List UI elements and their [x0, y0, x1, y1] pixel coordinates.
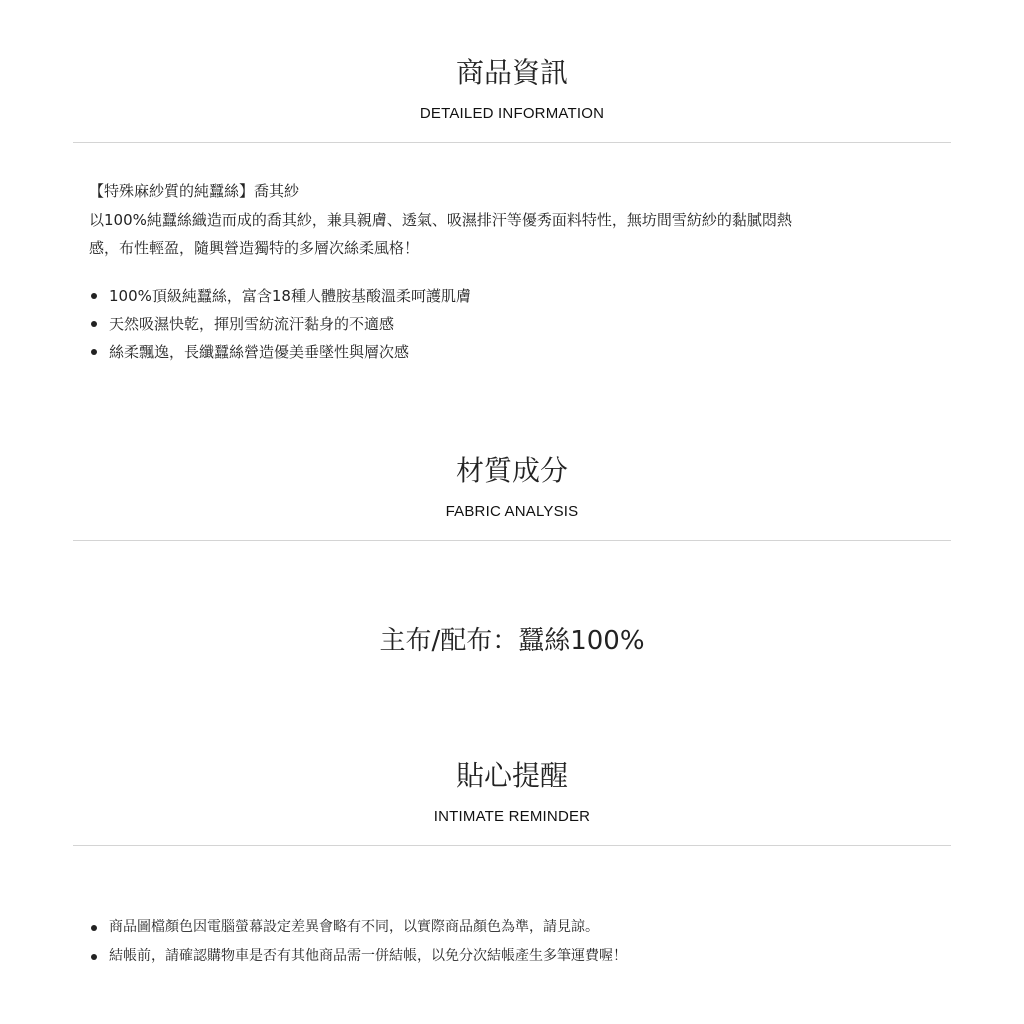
- list-item: 100%頂級純蠶絲，富含18種人體胺基酸溫柔呵護肌膚: [89, 282, 471, 310]
- fabric-analysis-title: 材質成分: [455, 454, 568, 487]
- list-item: 絲柔飄逸，長纖蠶絲營造優美垂墜性與層次感: [89, 338, 471, 366]
- product-info-title: 商品資訊: [455, 56, 568, 89]
- reminder-title: 貼心提醒: [455, 759, 568, 792]
- divider: [73, 142, 951, 143]
- fabric-composition: 主布/配布：蠶絲100%: [379, 626, 645, 656]
- list-item: 商品圖檔顏色因電腦螢幕設定差異會略有不同，以實際商品顏色為準，請見諒。: [89, 913, 627, 942]
- fabric-analysis-header: [73, 453, 951, 521]
- reminder-subtitle: INTIMATE REMINDER: [433, 808, 591, 825]
- product-info-header: [73, 55, 951, 123]
- list-item: 結帳前，請確認購物車是否有其他商品需一併結帳，以免分次結帳產生多筆運費喔！: [89, 942, 627, 971]
- list-item: 天然吸濕快乾，揮別雪紡流汗黏身的不適感: [89, 310, 471, 338]
- reminder-header: [73, 758, 951, 826]
- product-info-subtitle: DETAILED INFORMATION: [419, 105, 605, 122]
- divider: [73, 540, 951, 541]
- reminder-list: [89, 913, 627, 971]
- intro-heading: 【特殊麻紗質的純蠶絲】喬其紗: [89, 182, 300, 200]
- divider: [73, 845, 951, 846]
- feature-list: [89, 282, 471, 366]
- product-intro: [89, 177, 929, 263]
- intro-line: 以100%純蠶絲織造而成的喬其紗，兼具親膚、透氣、吸濕排汗等優秀面料特性，無坊間雪紡紗的黏膩悶熱: [89, 210, 792, 229]
- intro-line: 感，布性輕盈，隨興營造獨特的多層次絲柔風格！: [89, 239, 420, 257]
- fabric-analysis-subtitle: FABRIC ANALYSIS: [445, 503, 579, 520]
